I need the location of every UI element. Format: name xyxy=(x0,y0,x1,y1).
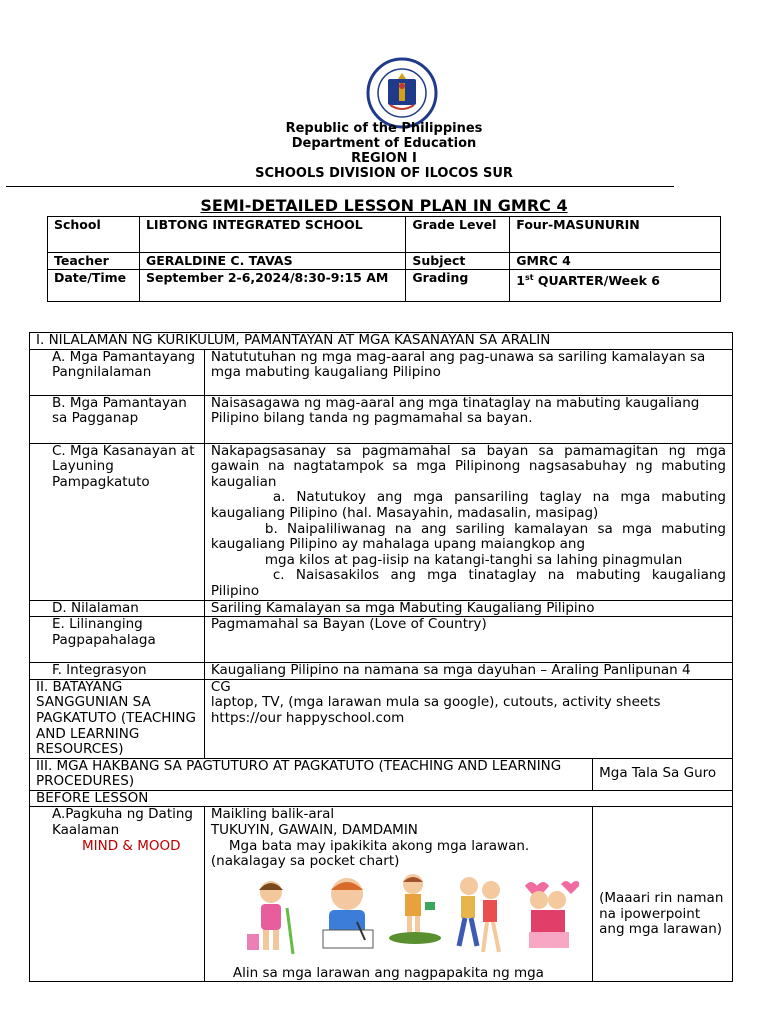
integration-label: F. Integrasyon xyxy=(30,663,205,680)
boy-writing-icon xyxy=(317,874,379,954)
competencies-value: Nakapagsasanay sa pagmamahal sa bayan sa pamamagitan ng mga gawain na nagtatampok sa mga Pilipinong nagsasabuhay ng mabuting kaugalian a. Natutukoy ang mga pansariling taglay na mga mabuting kaugaliang Pilipino (hal. Masayahin, madasalin, masipag) b. Naipaliliwanag na ang sariling kamalayan sa mga mabuting kaugaliang Pilipino ay mahalaga upang maiangkop ang mga kilos at pag-iisip na katangi-tanghi sa lahing pinagmulan c. Naisasakilos ang mga tinataglay na mabuting kaugaliang Pilipino xyxy=(204,443,732,600)
resources-value: CG laptop, TV, (mga larawan mula sa google), cutouts, activity sheets https://our happyschool.com xyxy=(204,679,732,758)
prior-knowledge-value: Maikling balik-aral TUKUYIN, GAWAIN, DAMDAMIN Mga bata may ipakikita akong mga larawan. (nakalagay sa pocket chart) Alin sa mga larawan ang nagpapakita ng mga xyxy=(204,807,592,982)
section3-heading: III. MGA HAKBANG SA PAGTUTURO AT PAGKATUTO (TEACHING AND LEARNING PROCEDURES) xyxy=(30,758,593,790)
content-value: Sariling Kamalayan sa mga Mabuting Kaugaliang Pilipino xyxy=(204,600,732,617)
grading-label: Grading xyxy=(406,270,510,302)
header-department: Department of Education xyxy=(291,136,477,151)
grade-value: Four-MASUNURIN xyxy=(510,217,721,253)
lesson-plan-table xyxy=(29,332,733,982)
header-region: REGION I xyxy=(351,151,417,166)
school-label: School xyxy=(48,217,140,253)
girl-watering-plants-icon xyxy=(387,872,443,946)
lesson-plan-title: SEMI-DETAILED LESSON PLAN IN GMRC 4 xyxy=(200,196,568,215)
prior-knowledge-label: A.Pagkuha ng Dating Kaalaman MIND & MOOD xyxy=(30,807,205,982)
girl-cleaning-icon xyxy=(245,878,297,958)
subject-value: GMRC 4 xyxy=(510,253,721,270)
date-label: Date/Time xyxy=(48,270,140,302)
section1-heading: I. NILALAMAN NG KURIKULUM, PAMANTAYAN AT MGA KASANAYAN SA ARALIN xyxy=(30,333,733,350)
date-value: September 2-6,2024/8:30-9:15 AM xyxy=(139,270,405,302)
integration-value: Kaugaliang Pilipino na namana sa mga dayuhan – Araling Panlipunan 4 xyxy=(204,663,732,680)
content-standards-label: A. Mga Pamantayang Pangnilalaman xyxy=(30,349,205,395)
values-value: Pagmamahal sa Bayan (Love of Country) xyxy=(204,617,732,663)
info-table xyxy=(47,216,721,302)
mind-mood-label: MIND & MOOD xyxy=(82,837,181,854)
grade-label: Grade Level xyxy=(406,217,510,253)
children-hugging-hearts-icon xyxy=(517,874,579,954)
notes-header: Mga Tala Sa Guro xyxy=(593,758,733,790)
subject-label: Subject xyxy=(406,253,510,270)
competencies-label: C. Mga Kasanayan at Layuning Pampagkatuto xyxy=(30,443,205,600)
content-standards-value: Natututuhan ng mga mag-aaral ang pag-unawa sa sariling kamalayan sa mga mabuting kaugaliang Pilipino xyxy=(204,349,732,395)
performance-standards-label: B. Mga Pamantayan sa Pagganap xyxy=(30,395,205,443)
values-label: E. Lilinanging Pagpapahalaga xyxy=(30,617,205,663)
teacher-label: Teacher xyxy=(48,253,140,270)
activity-pictures xyxy=(211,870,586,966)
before-lesson-heading: BEFORE LESSON xyxy=(30,790,733,807)
prior-knowledge-note: (Maaari rin naman na ipowerpoint ang mga larawan) xyxy=(593,807,733,982)
teacher-value: GERALDINE C. TAVAS xyxy=(139,253,405,270)
header-divider xyxy=(6,186,674,187)
header-republic: Republic of the Philippines xyxy=(285,121,483,136)
content-label: D. Nilalaman xyxy=(30,600,205,617)
performance-standards-value: Naisasagawa ng mag-aaral ang mga tinataglay na mabuting kaugaliang Pilipino bilang tanda ng pagmamahal sa bayan. xyxy=(204,395,732,443)
school-value: LIBTONG INTEGRATED SCHOOL xyxy=(139,217,405,253)
resources-label: II. BATAYANG SANGGUNIAN SA PAGKATUTO (TEACHING AND LEARNING RESOURCES) xyxy=(30,679,205,758)
grading-value: 1st QUARTER/Week 6 xyxy=(510,270,721,302)
deped-seal-icon xyxy=(366,57,438,129)
header-division: SCHOOLS DIVISION OF ILOCOS SUR xyxy=(255,166,513,181)
children-dancing-icon xyxy=(451,872,509,960)
